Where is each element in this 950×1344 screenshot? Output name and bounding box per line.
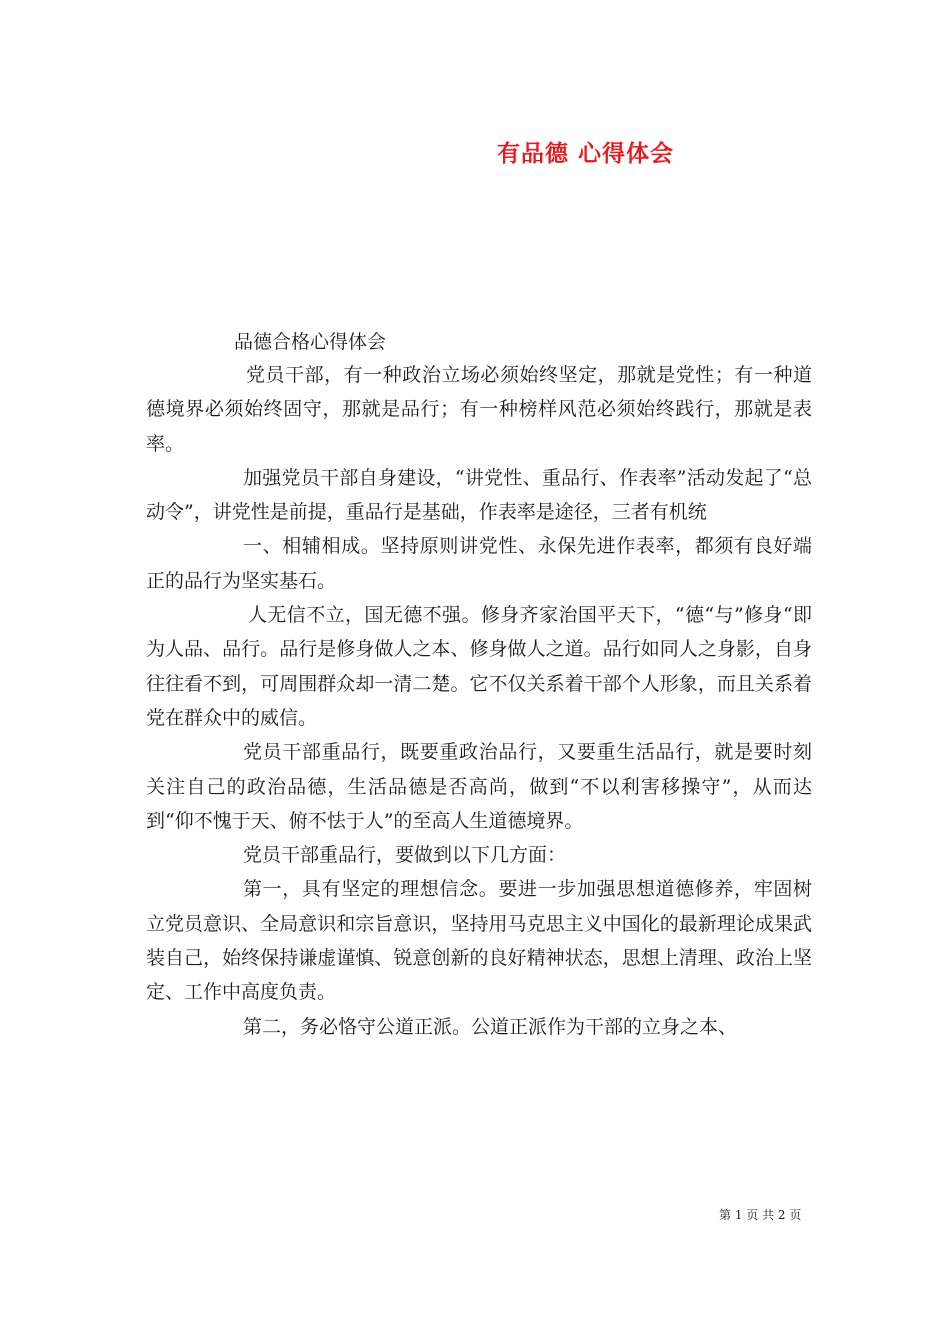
body-paragraph: 第二，务必恪守公道正派。公道正派作为干部的立身之本、 xyxy=(243,1015,738,1038)
body-paragraph: 党员干部，有一种政治立场必须始终坚定，那就是党性；有一种道德境界必须始终固守，那就是品行；有一种榜样风范必须始终践行，那就是表率。 xyxy=(146,364,812,455)
body-paragraph: 人无信不立，国无德不强。修身齐家治国平天下，“德“与”修身“即为人品、品行。品行是修身做人之本、修身做人之道。品行如同人之身影，自身往往看不到，可周围群众却一清二楚。它不仅关系着干部个人形象，而且关系着党在群众中的威信。 xyxy=(146,604,812,729)
body-paragraph: 加强党员干部自身建设，“讲党性、重品行、作表率”活动发起了“总动令”，讲党性是前提，重品行是基础，作表率是途径，三者有机统 xyxy=(146,466,812,524)
body-paragraph: 第一，具有坚定的理想信念。要进一步加强思想道德修养，牢固树立党员意识、全局意识和宗旨意识，坚持用马克思主义中国化的最新理论成果武装自己，始终保持谦虚谨慎、锐意创新的良好精神状态，思想上清理、政治上坚定、工作中高度负责。 xyxy=(146,878,812,1004)
body-paragraph: 党员干部重品行，要做到以下几方面： xyxy=(243,844,567,867)
page-number-footer: 第 1 页 共 2 页 xyxy=(719,1208,802,1222)
document-subtitle: 品德合格心得体会 xyxy=(234,331,387,353)
document-body xyxy=(146,358,812,1044)
body-paragraph: 党员干部重品行，既要重政治品行，又要重生活品行，就是要时刻关注自己的政治品德，生活品德是否高尚，做到“不以利害移操守”，从而达到“仰不愧于天、俯不怯于人”的至高人生道德境界。 xyxy=(146,741,812,832)
document-title: 有品德 心得体会 xyxy=(497,140,675,167)
body-paragraph: 一、相辅相成。坚持原则讲党性、永保先进作表率，都须有良好端正的品行为坚实基石。 xyxy=(146,535,812,592)
